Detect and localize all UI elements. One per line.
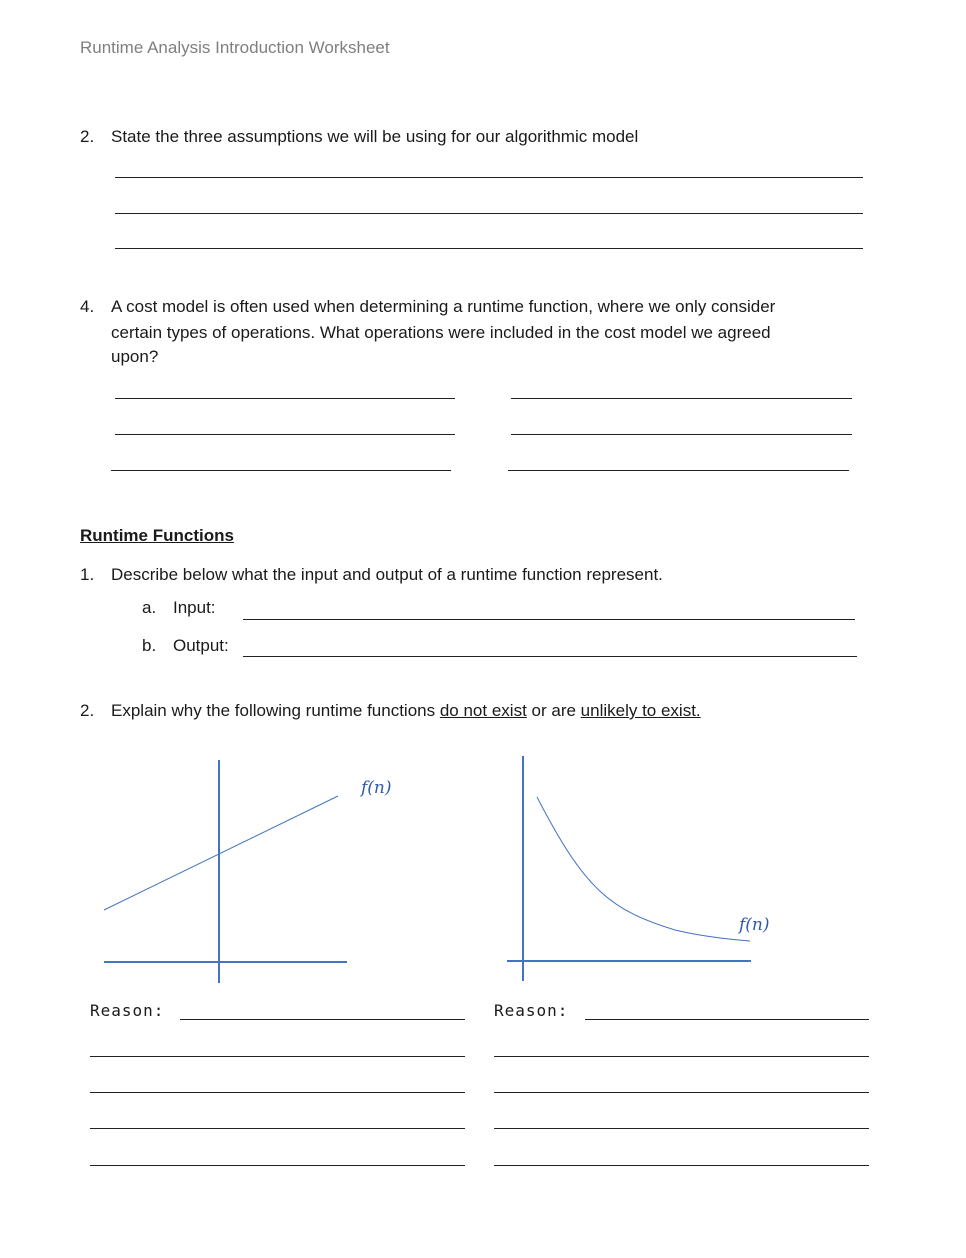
underlined-phrase: unlikely to exist. <box>580 701 701 720</box>
question-text: State the three assumptions we will be using for our algorithmic model <box>111 127 639 146</box>
right-graph-function-curve <box>537 797 750 941</box>
question-text: Describe below what the input and output of a runtime function represent. <box>111 565 663 584</box>
right-graph-function-label: f(n) <box>739 915 770 935</box>
reason-answer-line[interactable] <box>494 1056 869 1057</box>
worksheet-header: Runtime Analysis Introduction Worksheet <box>80 38 390 57</box>
left-reason-label: Reason: <box>90 1001 165 1020</box>
left-graph-function-line <box>104 796 338 910</box>
question-text-part: Explain why the following runtime functions <box>111 701 440 720</box>
reason-answer-line[interactable] <box>494 1165 869 1166</box>
reason-answer-line[interactable] <box>90 1092 465 1093</box>
underlined-phrase: do not exist <box>439 701 527 720</box>
question-number: 4. <box>80 297 95 316</box>
question-text-line: A cost model is often used when determining a runtime function, where we only consider <box>111 297 776 316</box>
question-number: 1. <box>80 565 95 584</box>
question-number: 2. <box>80 127 95 146</box>
input-label: Input: <box>173 598 216 617</box>
question-text-part: or are <box>526 701 581 720</box>
question-number: 2. <box>80 701 95 720</box>
output-label: Output: <box>173 636 229 655</box>
reason-answer-line[interactable] <box>585 1019 869 1020</box>
reason-answer-line[interactable] <box>90 1165 465 1166</box>
reason-answer-line[interactable] <box>494 1128 869 1129</box>
question-text-line: certain types of operations. What operations were included in the cost model we agreed <box>111 323 771 342</box>
left-graph-function-label: f(n) <box>361 778 392 798</box>
reason-answer-line[interactable] <box>494 1092 869 1093</box>
reason-answer-line[interactable] <box>90 1128 465 1129</box>
sub-letter-a: a. <box>142 598 157 617</box>
sub-letter-b: b. <box>142 636 157 655</box>
reason-answer-line[interactable] <box>180 1019 465 1020</box>
section-title: Runtime Functions <box>80 526 234 545</box>
right-reason-label: Reason: <box>494 1001 569 1020</box>
question-text-line: upon? <box>111 347 159 366</box>
reason-answer-line[interactable] <box>90 1056 465 1057</box>
